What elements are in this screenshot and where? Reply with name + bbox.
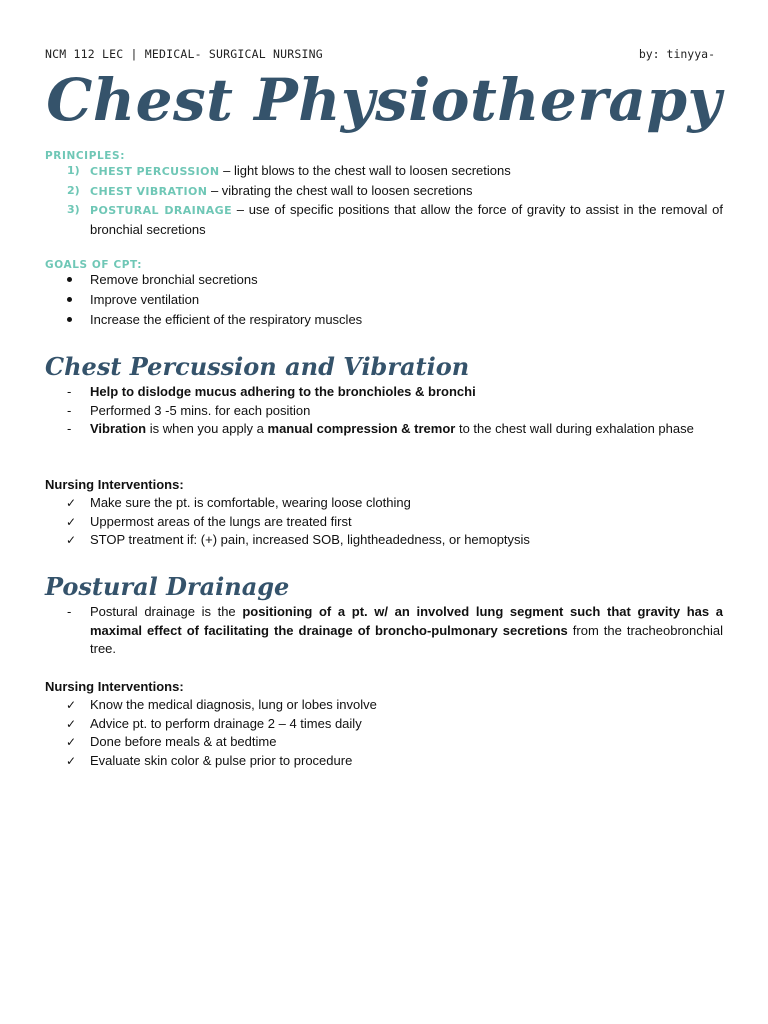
principles-list (0, 162, 768, 239)
nursing-interventions-heading: Nursing Interventions: (45, 679, 184, 694)
check-icon: ✓ (66, 753, 77, 768)
principle-text: – vibrating the chest wall to loosen secretions (207, 182, 473, 198)
list-item: ✓ Make sure the pt. is comfortable, wearing loose clothing (0, 494, 768, 513)
bullet-icon (67, 317, 72, 322)
principle-term: CHEST PERCUSSION (90, 165, 220, 178)
principle-term: POSTURAL DRAINAGE (90, 204, 232, 217)
author-byline: by: tinyya- (638, 47, 715, 61)
principle-item (0, 182, 768, 202)
list-number: 1) (67, 164, 80, 177)
list-item: ✓ STOP treatment if: (+) pain, increased SOB, lightheadedness, or hemoptysis (0, 531, 768, 550)
interventions-list (0, 696, 768, 770)
list-item: ✓ Uppermost areas of the lungs are treated first (0, 513, 768, 532)
nursing-interventions-heading: Nursing Interventions: (45, 477, 184, 492)
drainage-details (0, 603, 768, 659)
principle-item (0, 162, 768, 182)
list-item: ✓ Done before meals & at bedtime (0, 733, 768, 752)
check-icon: ✓ (66, 496, 77, 510)
principle-term: CHEST VIBRATION (90, 184, 208, 198)
check-icon: ✓ (66, 698, 77, 712)
list-item: ✓ Advice pt. to perform drainage 2 – 4 times daily (0, 715, 768, 734)
list-item: Increase the efficient of the respiratory muscles (0, 310, 768, 330)
list-item: ✓ Know the medical diagnosis, lung or lobes involve (0, 696, 768, 715)
bullet-icon (67, 297, 72, 302)
course-header: NCM 112 LEC | MEDICAL- SURGICAL NURSING (45, 47, 323, 61)
page-title: Chest Physiotherapy (46, 66, 722, 134)
list-number: 3) (67, 203, 80, 216)
principle-item (0, 201, 768, 239)
percussion-details (0, 383, 768, 439)
bullet-icon (67, 277, 72, 282)
goals-label: GOALS OF CPT: (45, 259, 143, 271)
list-item: - Help to dislodge mucus adhering to the bronchioles & bronchi (67, 384, 476, 399)
list-item: Remove bronchial secretions (0, 270, 768, 290)
list-item: ✓ Evaluate skin color & pulse prior to procedure (0, 752, 768, 771)
goals-list (0, 270, 768, 330)
principle-text: – use of specific positions that allow the force of gravity to assist in the removal of bronchial secretions (90, 202, 723, 237)
list-item: - Vibration is when you apply a manual compression & tremor to the chest wall during exhalation phase (67, 421, 694, 436)
check-icon: ✓ (66, 533, 77, 547)
check-icon: ✓ (66, 514, 77, 529)
section-heading-postural-drainage: Postural Drainage (45, 572, 290, 601)
principle-text: – light blows to the chest wall to loosen secretions (219, 163, 511, 178)
list-number: 2) (67, 183, 80, 197)
check-icon: ✓ (66, 735, 77, 749)
list-item: Improve ventilation (0, 290, 768, 310)
list-item: - Performed 3 -5 mins. for each position (67, 402, 311, 418)
list-item: - Postural drainage is the positioning of a pt. w/ an involved lung segment such that gravity has a maximal effect of facilitating the drainage of broncho-pulmonary secretions from the tracheobronchial tree. (67, 604, 723, 656)
check-icon: ✓ (66, 716, 77, 731)
principles-label: PRINCIPLES: (45, 150, 126, 162)
interventions-list (0, 494, 768, 550)
section-heading-percussion-vibration: Chest Percussion and Vibration (45, 352, 470, 381)
